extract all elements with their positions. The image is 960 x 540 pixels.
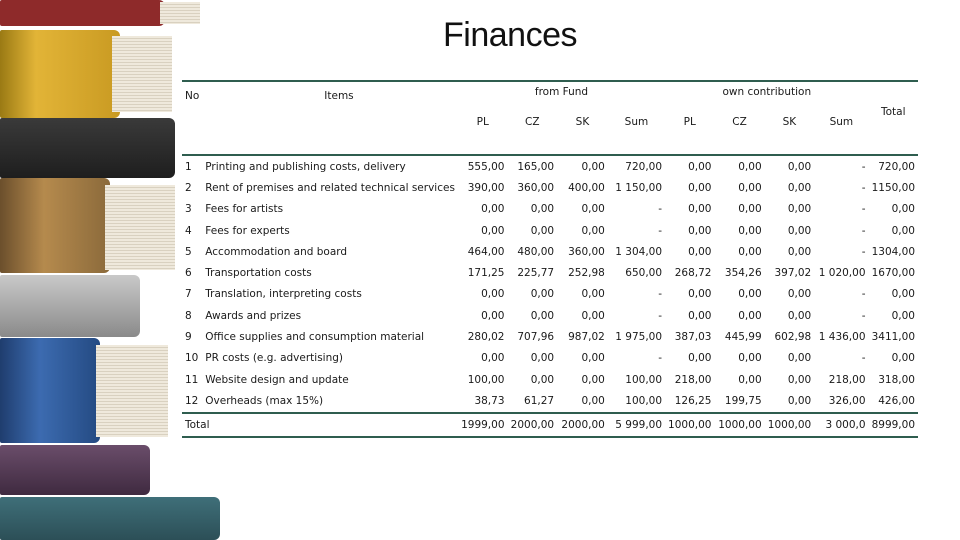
- cell-item: Transportation costs: [205, 267, 312, 280]
- cell-fund-sum: 1 150,00: [615, 181, 663, 194]
- cell-fund-sum: 1 975,00: [615, 331, 663, 344]
- cell-fund-sum: 100,00: [625, 373, 663, 386]
- table-row: [182, 348, 918, 369]
- cell-fund-pl: 280,02: [467, 331, 505, 344]
- cell-own-cz: 0,00: [738, 309, 762, 322]
- cell-own-sum: 1 436,00: [818, 331, 866, 344]
- cell-no: 11: [185, 373, 199, 386]
- cell-fund-pl: 0,00: [481, 352, 505, 365]
- cell-own-cz: 445,99: [724, 331, 762, 344]
- finances-table: [182, 80, 918, 438]
- header-own-cz: CZ: [714, 102, 764, 155]
- cell-item: Accommodation and board: [205, 245, 348, 258]
- cell-fund-sk: 0,00: [581, 224, 605, 237]
- cell-fund-cz: 61,27: [524, 394, 555, 407]
- cell-no: 9: [185, 331, 192, 344]
- cell-fund-pl: 38,73: [474, 394, 505, 407]
- cell-own-sum: -: [861, 181, 866, 194]
- cell-own-sk: 0,00: [787, 309, 812, 322]
- cell-own-cz: 0,00: [738, 224, 762, 237]
- total-fund-pl: 1999,00: [458, 413, 508, 437]
- book-pages: [105, 185, 175, 270]
- cell-fund-sk: 0,00: [581, 309, 605, 322]
- cell-item: Fees for artists: [205, 203, 284, 216]
- cell-no: 1: [185, 160, 192, 173]
- cell-fund-cz: 0,00: [530, 373, 555, 386]
- cell-item: Awards and prizes: [205, 309, 302, 322]
- cell-fund-cz: 165,00: [517, 160, 555, 173]
- cell-no: 8: [185, 309, 192, 322]
- cell-own-pl: 0,00: [688, 309, 712, 322]
- cell-own-sk: 397,02: [774, 267, 812, 280]
- cell-own-pl: 0,00: [688, 288, 712, 301]
- cell-fund-pl: 171,25: [467, 267, 505, 280]
- table-row: [182, 241, 918, 262]
- total-fund-sk: 2000,00: [557, 413, 608, 437]
- cell-own-cz: 0,00: [738, 288, 762, 301]
- cell-fund-sum: 1 304,00: [615, 245, 663, 258]
- total-own-pl: 1000,00: [665, 413, 714, 437]
- table-row: [182, 369, 918, 390]
- cell-own-sum: 218,00: [828, 373, 866, 386]
- cell-own-sum: -: [861, 160, 866, 173]
- table-row: [182, 284, 918, 305]
- cell-no: 10: [185, 352, 199, 365]
- cell-item: Office supplies and consumption material: [205, 331, 425, 344]
- table-row: [182, 326, 918, 347]
- cell-item: Website design and update: [205, 373, 349, 386]
- header-fund-cz: CZ: [508, 102, 558, 155]
- table-row: [182, 262, 918, 283]
- cell-own-sk: 0,00: [787, 394, 812, 407]
- cell-own-pl: 0,00: [688, 224, 712, 237]
- cell-own-sk: 0,00: [787, 373, 812, 386]
- book-pages: [96, 345, 168, 437]
- cell-fund-sk: 987,02: [568, 331, 605, 344]
- cell-fund-sk: 0,00: [581, 288, 605, 301]
- cell-fund-sum: -: [658, 203, 663, 216]
- table-row: [182, 220, 918, 241]
- cell-total: 318,00: [878, 373, 915, 386]
- cell-own-cz: 0,00: [738, 203, 762, 216]
- total-fund-cz: 2000,00: [508, 413, 558, 437]
- cell-own-sum: -: [861, 224, 866, 237]
- cell-no: 12: [185, 394, 199, 407]
- cell-own-cz: 0,00: [738, 160, 762, 173]
- total-label: Total: [182, 413, 458, 437]
- cell-total: 3411,00: [871, 331, 915, 344]
- cell-total: 426,00: [878, 394, 915, 407]
- cell-own-pl: 0,00: [688, 181, 712, 194]
- cell-fund-sk: 0,00: [581, 373, 605, 386]
- cell-fund-sk: 0,00: [581, 203, 605, 216]
- cell-own-sum: -: [861, 352, 866, 365]
- header-own-sk: SK: [765, 102, 815, 155]
- cell-own-pl: 268,72: [674, 267, 712, 280]
- table-row: [182, 177, 918, 198]
- cell-own-cz: 0,00: [738, 352, 762, 365]
- book-teal: [0, 497, 220, 540]
- cell-fund-pl: 464,00: [467, 245, 505, 258]
- cell-own-cz: 199,75: [724, 394, 762, 407]
- cell-own-sum: 326,00: [828, 394, 866, 407]
- header-fund-sk: SK: [557, 102, 608, 155]
- book-blue: [0, 338, 100, 443]
- cell-total: 1670,00: [871, 267, 915, 280]
- cell-own-sum: -: [861, 203, 866, 216]
- cell-own-pl: 0,00: [688, 203, 712, 216]
- cell-own-sk: 0,00: [787, 245, 812, 258]
- cell-item: Printing and publishing costs, delivery: [205, 160, 406, 173]
- cell-fund-sum: 720,00: [625, 160, 663, 173]
- cell-fund-sum: -: [658, 288, 663, 301]
- header-fund-sum: Sum: [608, 102, 665, 155]
- header-own-pl: PL: [665, 102, 714, 155]
- cell-fund-sk: 400,00: [568, 181, 605, 194]
- total-own-sk: 1000,00: [765, 413, 815, 437]
- cell-own-pl: 0,00: [688, 245, 712, 258]
- total-row: [182, 413, 918, 437]
- cell-total: 0,00: [891, 288, 915, 301]
- cell-fund-cz: 0,00: [530, 224, 555, 237]
- cell-total: 720,00: [878, 160, 915, 173]
- cell-fund-cz: 225,77: [517, 267, 555, 280]
- cell-fund-sk: 252,98: [568, 267, 605, 280]
- cell-fund-pl: 0,00: [481, 288, 505, 301]
- cell-own-pl: 0,00: [688, 352, 712, 365]
- cell-fund-sk: 0,00: [581, 160, 605, 173]
- cell-no: 2: [185, 181, 192, 194]
- cell-total: 0,00: [891, 352, 915, 365]
- cell-fund-cz: 480,00: [517, 245, 555, 258]
- cell-no: 4: [185, 224, 192, 237]
- total-grand: 8999,00: [869, 413, 918, 437]
- cell-total: 0,00: [891, 224, 915, 237]
- page-title: Finances: [443, 16, 577, 54]
- cell-item: Translation, interpreting costs: [205, 288, 362, 301]
- cell-fund-pl: 0,00: [481, 309, 505, 322]
- group-header-row: [182, 81, 918, 102]
- book-purple: [0, 445, 150, 495]
- cell-own-sum: 1 020,00: [818, 267, 866, 280]
- header-own-sum: Sum: [814, 102, 868, 155]
- header-no: No: [182, 81, 202, 102]
- table-row: [182, 199, 918, 220]
- cell-own-pl: 387,03: [674, 331, 712, 344]
- header-items: Items: [202, 81, 458, 102]
- table-body: [182, 155, 918, 413]
- cell-fund-pl: 390,00: [467, 181, 505, 194]
- cell-fund-pl: 0,00: [481, 224, 505, 237]
- cell-fund-cz: 360,00: [517, 181, 555, 194]
- cell-fund-sk: 360,00: [568, 245, 605, 258]
- total-own-sum: 3 000,0: [814, 413, 868, 437]
- cell-own-sum: -: [861, 309, 866, 322]
- cell-own-sk: 0,00: [787, 160, 812, 173]
- cell-fund-sk: 0,00: [581, 352, 605, 365]
- cell-item: PR costs (e.g. advertising): [205, 352, 344, 365]
- cell-fund-cz: 0,00: [530, 309, 555, 322]
- cell-own-sum: -: [861, 288, 866, 301]
- cell-own-pl: 126,25: [674, 394, 712, 407]
- cell-fund-sum: -: [658, 309, 663, 322]
- cell-fund-sum: -: [658, 224, 663, 237]
- cell-fund-pl: 0,00: [481, 203, 505, 216]
- cell-no: 6: [185, 267, 192, 280]
- cell-own-pl: 0,00: [688, 160, 712, 173]
- header-from-fund: from Fund: [458, 81, 665, 102]
- cell-fund-sk: 0,00: [581, 394, 605, 407]
- column-header-row: [182, 102, 918, 155]
- cell-fund-cz: 0,00: [530, 203, 555, 216]
- cell-fund-pl: 100,00: [467, 373, 505, 386]
- cell-own-cz: 0,00: [738, 181, 762, 194]
- cell-own-cz: 0,00: [738, 245, 762, 258]
- cell-total: 1304,00: [871, 245, 915, 258]
- book-tan: [0, 178, 110, 273]
- cell-item: Overheads (max 15%): [205, 394, 324, 407]
- cell-fund-sum: -: [658, 352, 663, 365]
- cell-own-sk: 0,00: [787, 352, 812, 365]
- cell-fund-sum: 650,00: [625, 267, 663, 280]
- header-fund-pl: PL: [458, 102, 508, 155]
- cell-own-cz: 0,00: [738, 373, 762, 386]
- total-fund-sum: 5 999,00: [608, 413, 665, 437]
- header-own-contribution: own contribution: [665, 81, 868, 102]
- book-grey: [0, 275, 140, 337]
- cell-own-sk: 0,00: [787, 181, 812, 194]
- cell-own-sk: 0,00: [787, 288, 812, 301]
- cell-no: 5: [185, 245, 192, 258]
- cell-fund-sum: 100,00: [625, 394, 663, 407]
- table-row: [182, 390, 918, 412]
- cell-item: Fees for experts: [205, 224, 290, 237]
- cell-fund-cz: 707,96: [517, 331, 555, 344]
- book-dark: [0, 118, 175, 178]
- cell-no: 3: [185, 203, 192, 216]
- table-row: [182, 155, 918, 177]
- table-row: [182, 305, 918, 326]
- cell-own-pl: 218,00: [674, 373, 712, 386]
- total-own-cz: 1000,00: [714, 413, 764, 437]
- cell-item: Rent of premises and related technical services: [205, 181, 455, 194]
- cell-fund-cz: 0,00: [530, 352, 555, 365]
- cell-own-cz: 354,26: [724, 267, 762, 280]
- cell-own-sk: 0,00: [787, 224, 812, 237]
- cell-fund-cz: 0,00: [530, 288, 555, 301]
- cell-own-sk: 0,00: [787, 203, 812, 216]
- cell-total: 0,00: [891, 309, 915, 322]
- cell-own-sum: -: [861, 245, 866, 258]
- cell-no: 7: [185, 288, 192, 301]
- cell-total: 0,00: [891, 203, 915, 216]
- cell-fund-pl: 555,00: [467, 160, 505, 173]
- cell-own-sk: 602,98: [774, 331, 812, 344]
- header-total: Total: [869, 102, 918, 155]
- cell-total: 1150,00: [871, 181, 915, 194]
